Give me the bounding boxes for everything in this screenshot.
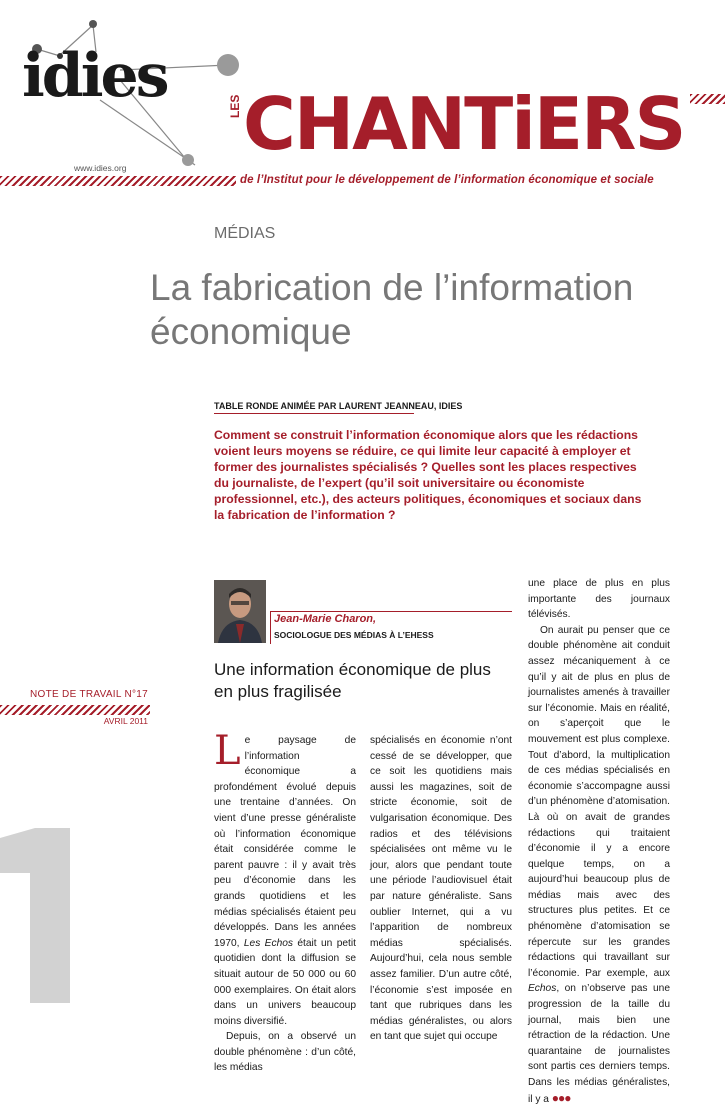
body-column-2 <box>370 733 512 1045</box>
col1-text-em: Les Echos <box>243 937 293 949</box>
col3-para-1: une place de plus en plus importante des journaux télévisés. <box>528 578 670 621</box>
col3-text-b: , on n’observe pas une progression de la taille du journal, mais bien une rétraction de la rédaction. Une quarantaine de journalistes sont partis ces derniers temps. Dans les médias généralistes, il y a <box>528 983 670 1105</box>
body-column-3 <box>528 576 670 1107</box>
note-number-label: NOTE DE TRAVAIL N°17 <box>30 689 148 700</box>
note-date: AVRIL 2011 <box>103 716 148 726</box>
masthead-les: LES <box>228 94 242 118</box>
speaker-role: SOCIOLOGUE DES MÉDIAS À L’EHESS <box>274 630 434 640</box>
website-link[interactable]: www.idies.org <box>74 163 127 173</box>
moderator-credit: TABLE RONDE ANIMÉE PAR LAURENT JEANNEAU, IDIES <box>214 401 414 414</box>
col3-text-a: On aurait pu penser que ce double phénomène ait conduit assez mécaniquement à ce qu’il y ait de plus en plus de journalistes amenés à travailler sur l’économie. Mais en réalité, on s’aperçoit que le mouvement est plus complexe. Tout d’abord, la multiplication de ces médias spécialisés en économie s’accompagne aussi d’un phénomène d’atomisation. Là où on avait de grandes rédactions qui traitaient d’économie il y a encore quelque temps, on a aujourd’hui beaucoup plus de médias mais avec des structures plus petites. Et ce phénomène d’atomisation se répercute sur les grandes rédactions qui travaillant sur l’économie. Par exemple, aux <box>528 624 670 979</box>
masthead-title: CHANTiERS <box>243 82 685 166</box>
big-number <box>0 828 70 1003</box>
note-hatch <box>0 705 150 715</box>
speaker-photo <box>214 580 266 643</box>
body-column-1 <box>214 728 356 1076</box>
col1-text-b: était un petit quotidien dont la diffusion se situait autour de 50 000 ou 60 000 exemplaires. On était alors dans un univers beaucoup moins diversifié. <box>214 937 356 1027</box>
col2-para-1: spécialisés en économie n’ont cessé de se développer, que ce soit les quotidiens mais aussi les magazines, soit de stricte économie, soit de vulgarisation économique. Des radios et des télévisions spécialisées ont même vu le jour, alors que pendant toute une période l’audiovisuel était par nature généraliste. Sans oublier Internet, qui a vu l’apparition de nombreux médias spécialisés. Aujourd’hui, cela nous semble assez familier. D’un autre côté, l’économie s’est imposée en tant que rubriques dans les médias généralistes, ou alors en tant que sujet qui occupe <box>370 735 512 1043</box>
dropcap: L <box>214 728 241 774</box>
logo-wordmark: idies <box>22 41 167 111</box>
article-title: La fabrication de l’information économique <box>150 267 634 352</box>
section-heading: Une information économique de plus en plus fragilisée <box>214 660 491 701</box>
col3-text-em: Echos <box>528 983 557 995</box>
masthead-hatch-left <box>0 176 236 186</box>
speaker-name: Jean-Marie Charon, <box>274 613 377 625</box>
lead-paragraph: Comment se construit l’information économique alors que les rédactions voient leurs moyens se réduire, ce qui limite leur capacité à employer et former des journalistes spécialisés ? Quelles sont les places respectives du journaliste, de l’expert (qu’il soit universitaire ou économiste professionnel, etc.), des acteurs politiques, économiques et sociaux dans la fabrication de l’information ? <box>214 428 642 522</box>
rubric-label: MÉDIAS <box>214 225 276 242</box>
masthead-subtitle: de l’Institut pour le développement de l’information économique et sociale <box>240 174 654 186</box>
col1-text-a: e paysage de l’information économique a profondément évolué depuis une trentaine d’années. On vient d’une presse généraliste où l’information économique était considérée comme le parent pauvre : il y avait très peu d’économie dans les grands quotidiens et les médias spécialisés étaient peu développés. Dans les années 1970, <box>214 735 356 949</box>
continue-marker: ●●● <box>551 1090 571 1105</box>
masthead-hatch-right <box>690 94 725 104</box>
col1-para-2: Depuis, on a observé un double phénomène : d’un côté, les médias <box>214 1031 356 1074</box>
